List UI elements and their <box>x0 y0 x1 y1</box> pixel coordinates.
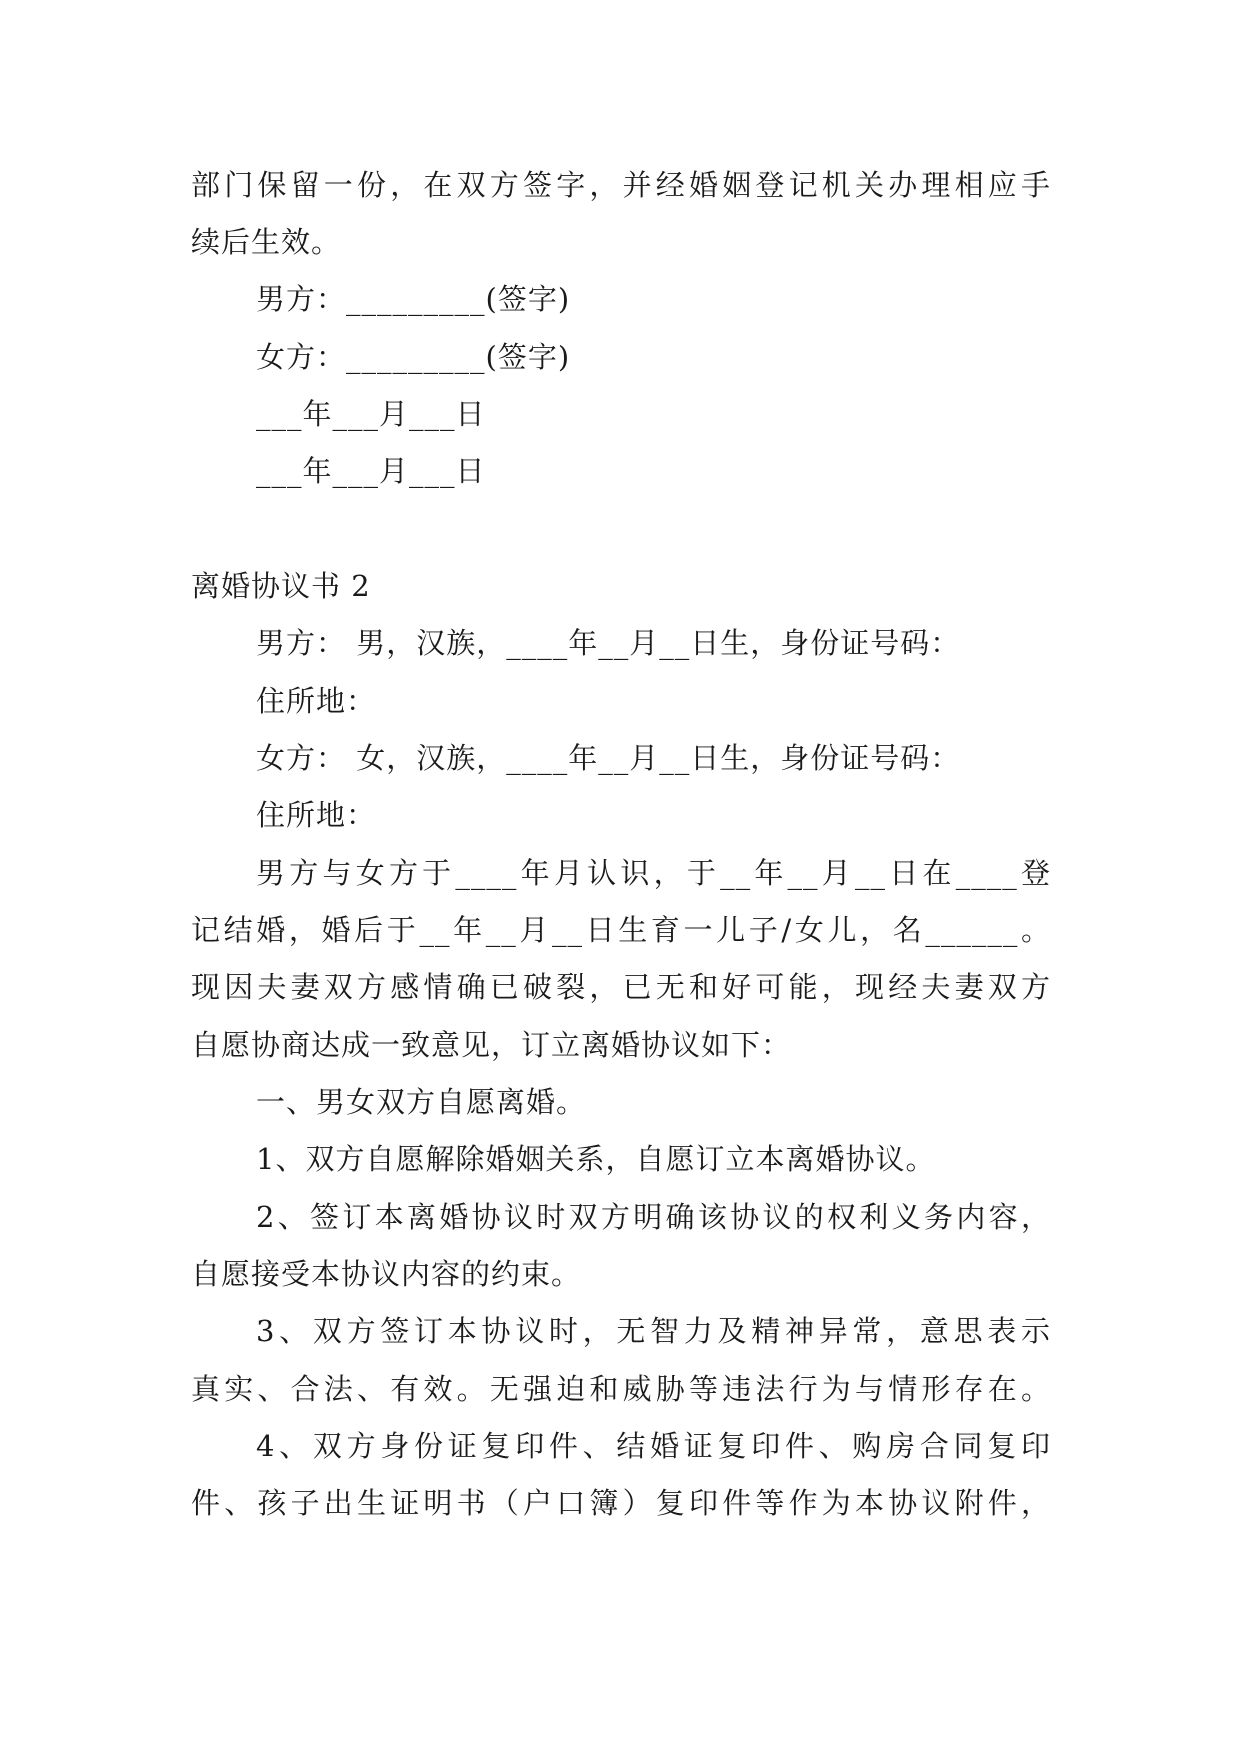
section-title: 离婚协议书 2 <box>191 569 371 603</box>
text-line: 部门保留一份，在双方签字，并经婚姻登记机关办理相应手 <box>191 168 1051 202</box>
male-address-line: 住所地： <box>256 684 377 718</box>
date-line: ___年___月___日 <box>256 397 486 431</box>
clause-heading: 一、男女双方自愿离婚。 <box>256 1085 587 1119</box>
clause-item: 1、双方自愿解除婚姻关系，自愿订立本离婚协议。 <box>256 1142 936 1176</box>
text-line: 真实、合法、有效。无强迫和威胁等违法行为与情形存在。 <box>191 1372 1051 1406</box>
text-line: 男方与女方于____年月认识，于__年__月__日在____登 <box>256 856 1051 890</box>
female-address-line: 住所地： <box>256 798 377 832</box>
clause-item: 2、签订本离婚协议时双方明确该协议的权利义务内容， <box>256 1200 1051 1234</box>
date-line: ___年___月___日 <box>256 454 486 488</box>
text-line: 自愿接受本协议内容的约束。 <box>191 1257 582 1291</box>
male-signature-line: 男方：_________(签字) <box>256 282 571 316</box>
clause-item: 3、双方签订本协议时，无智力及精神异常，意思表示 <box>256 1314 1051 1348</box>
male-info-line: 男方： 男，汉族，____年__月__日生，身份证号码： <box>256 626 961 660</box>
text-line: 续后生效。 <box>191 225 342 259</box>
text-line: 自愿协商达成一致意见，订立离婚协议如下： <box>191 1028 792 1062</box>
female-signature-line: 女方：_________(签字) <box>256 340 571 374</box>
female-info-line: 女方： 女，汉族，____年__月__日生，身份证号码： <box>256 741 961 775</box>
text-line: 现因夫妻双方感情确已破裂，已无和好可能，现经夫妻双方 <box>191 970 1051 1004</box>
text-line: 记结婚，婚后于__年__月__日生育一儿子/女儿，名______。 <box>191 913 1051 947</box>
text-line: 件、孩子出生证明书（户口簿）复印件等作为本协议附件， <box>191 1486 1051 1520</box>
clause-item: 4、双方身份证复印件、结婚证复印件、购房合同复印 <box>256 1429 1051 1463</box>
